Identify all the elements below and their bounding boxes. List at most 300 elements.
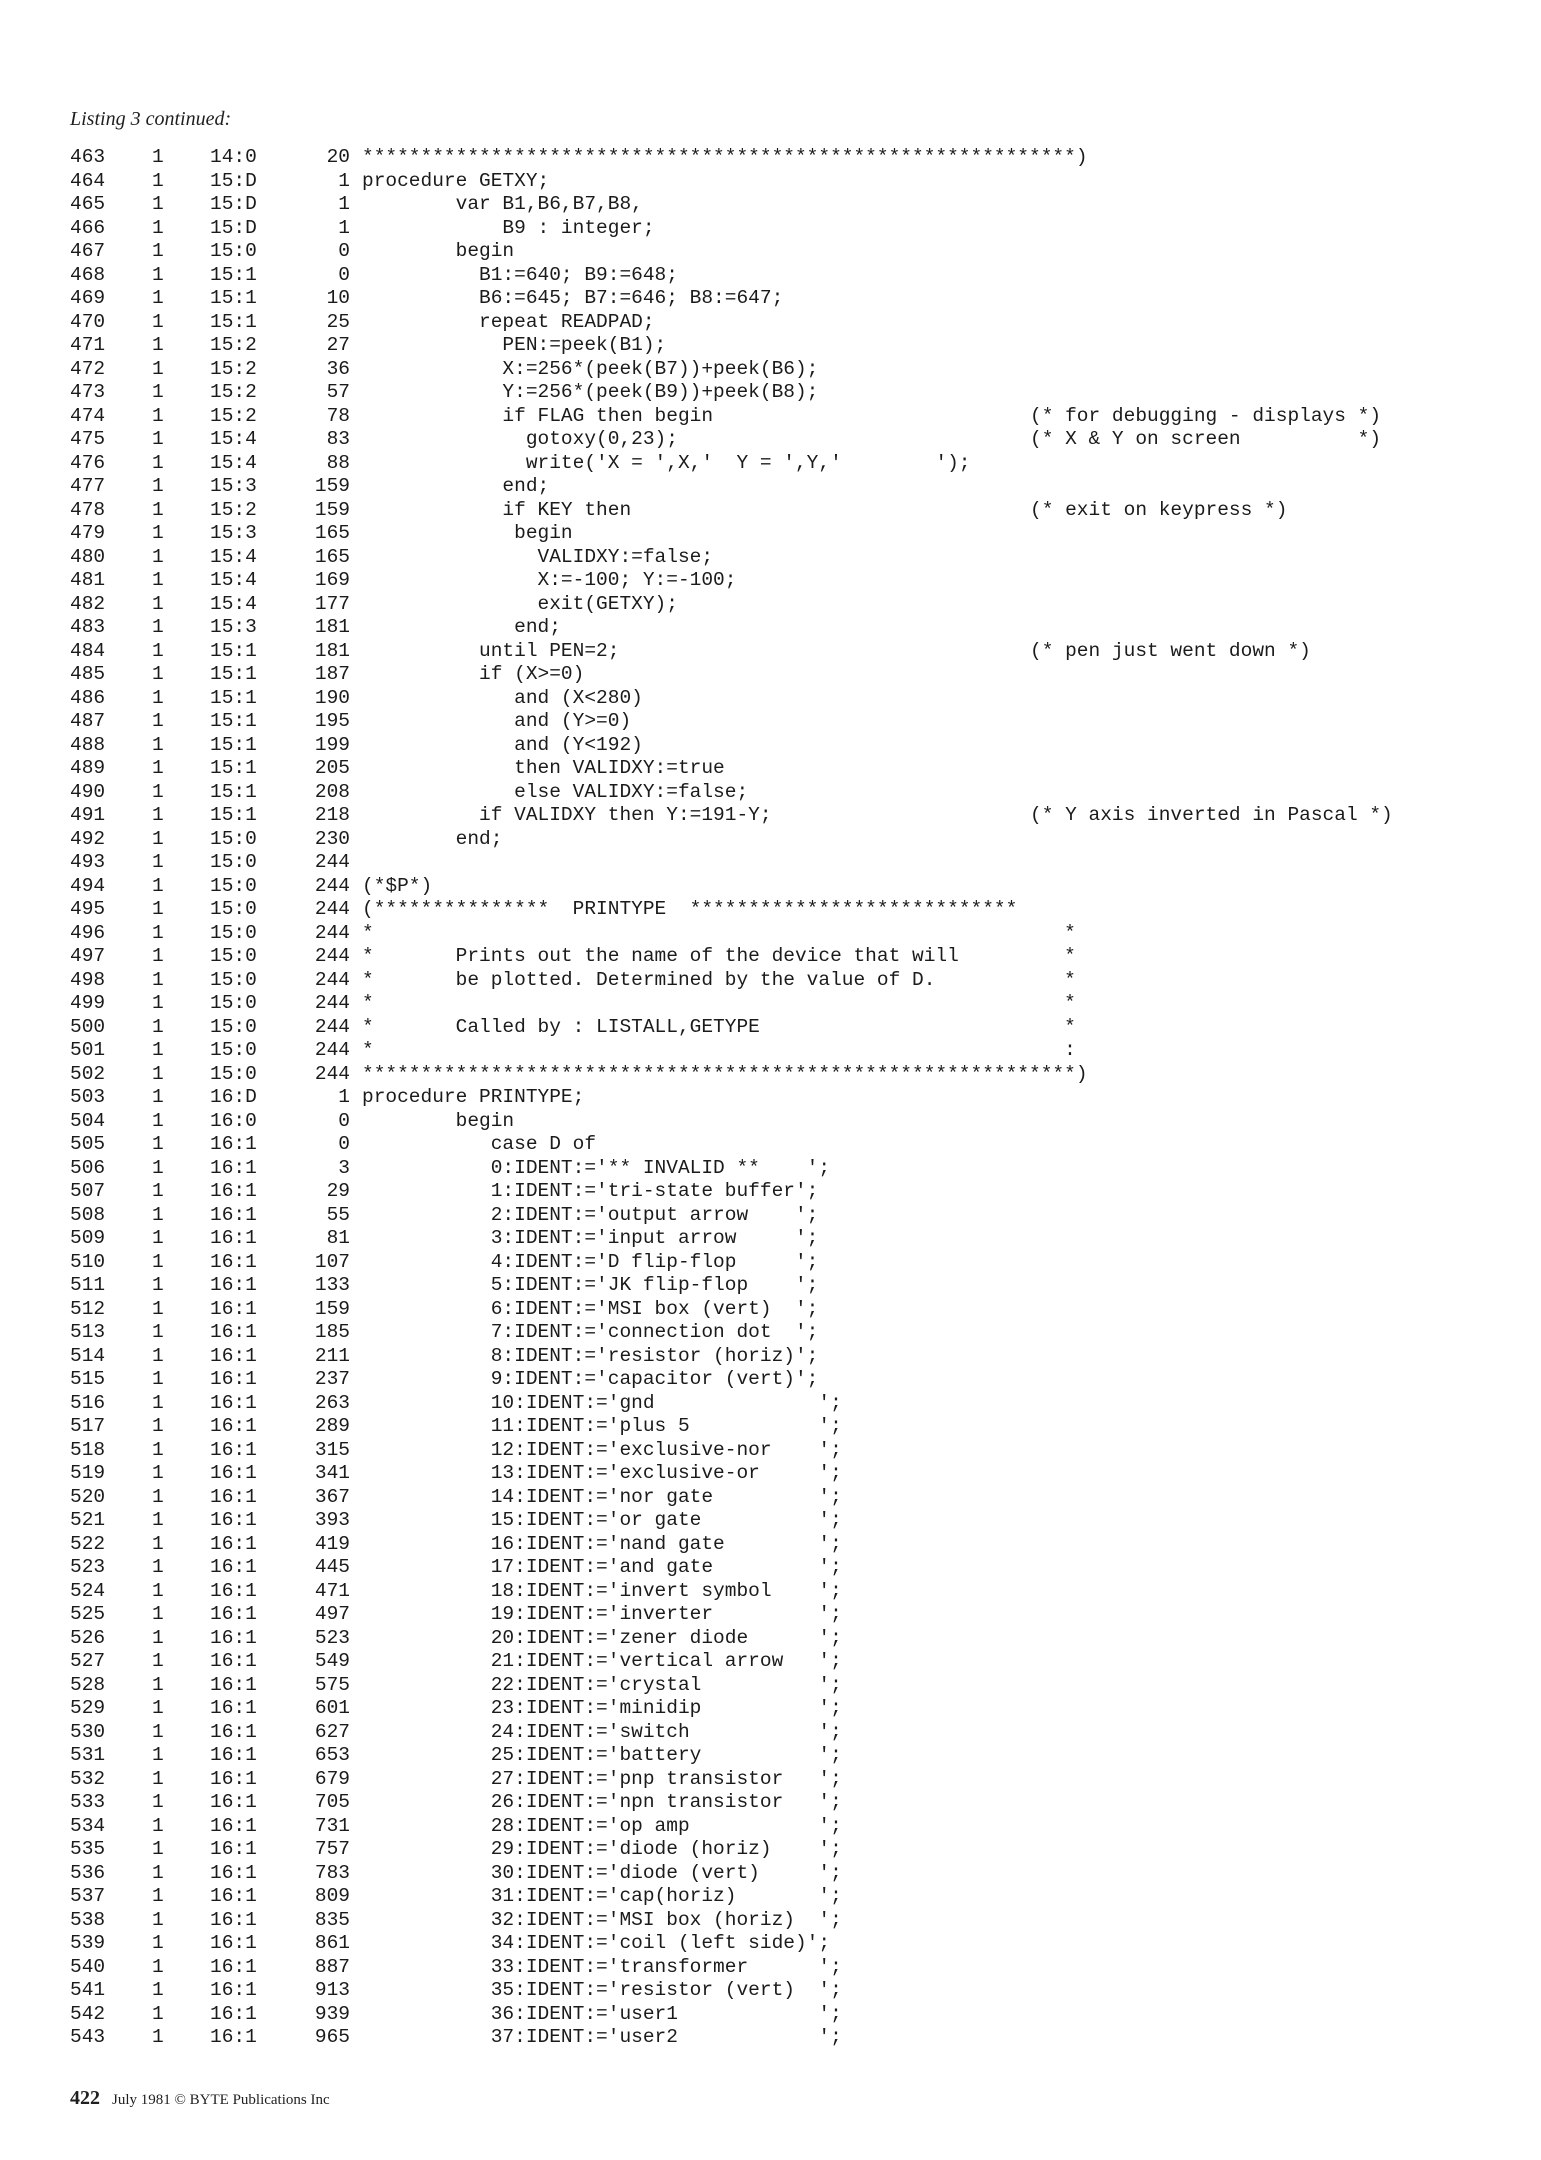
- procedure-level: 16:1: [210, 1297, 257, 1320]
- procedure-level: 16:1: [210, 1885, 257, 1907]
- listing-line: [0, 945, 1541, 969]
- code-offset: 913: [314, 1979, 350, 2001]
- code-offset: 244: [314, 968, 350, 991]
- source-code: 29:IDENT:='diode (horiz) ';: [362, 1838, 842, 1860]
- code-offset: 965: [314, 2026, 350, 2048]
- listing-line: [0, 804, 1541, 828]
- procedure-level: 15:0: [210, 1062, 257, 1085]
- source-code: * be plotted. Determined by the value of D. *: [362, 968, 1076, 991]
- line-number: 474: [70, 404, 106, 427]
- segment-number: 1: [152, 616, 164, 638]
- line-number: 519: [70, 1462, 106, 1484]
- line-number: 493: [70, 851, 106, 873]
- source-code: 34:IDENT:='coil (left side)';: [362, 1932, 831, 1954]
- listing-line: [0, 1650, 1541, 1674]
- code-offset: 1: [338, 216, 350, 239]
- line-number: 538: [70, 1908, 106, 1931]
- segment-number: 1: [152, 522, 164, 544]
- code-comment: (* exit on keypress *): [1030, 498, 1288, 521]
- procedure-level: 16:1: [210, 1415, 257, 1437]
- listing-line: [0, 522, 1541, 546]
- procedure-level: 16:1: [210, 1673, 257, 1696]
- listing-line: [0, 569, 1541, 593]
- source-code: and (Y<192): [362, 733, 643, 756]
- code-offset: 211: [314, 1344, 350, 1367]
- source-code: 35:IDENT:='resistor (vert) ';: [362, 1979, 842, 2001]
- source-code: 30:IDENT:='diode (vert) ';: [362, 1861, 842, 1884]
- line-number: 488: [70, 733, 106, 756]
- segment-number: 1: [152, 1344, 164, 1367]
- segment-number: 1: [152, 1462, 164, 1484]
- source-code: B6:=645; B7:=646; B8:=647;: [362, 287, 784, 309]
- source-code: PEN:=peek(B1);: [362, 334, 667, 356]
- segment-number: 1: [152, 968, 164, 991]
- line-number: 499: [70, 992, 106, 1014]
- listing-line: [0, 217, 1541, 241]
- line-number: 516: [70, 1391, 106, 1414]
- line-number: 495: [70, 898, 106, 920]
- source-code: var B1,B6,B7,B8,: [362, 193, 643, 215]
- listing-line: [0, 358, 1541, 382]
- segment-number: 1: [152, 804, 164, 826]
- segment-number: 1: [152, 1603, 164, 1625]
- segment-number: 1: [152, 1368, 164, 1390]
- code-offset: 244: [314, 1062, 350, 1085]
- code-offset: 653: [314, 1744, 350, 1766]
- listing-line: [0, 1039, 1541, 1063]
- source-code: 8:IDENT:='resistor (horiz)';: [362, 1344, 819, 1367]
- code-offset: 731: [314, 1814, 350, 1837]
- line-number: 512: [70, 1297, 106, 1320]
- code-offset: 835: [314, 1908, 350, 1931]
- segment-number: 1: [152, 2002, 164, 2025]
- listing-line: [0, 1509, 1541, 1533]
- segment-number: 1: [152, 1955, 164, 1978]
- listing-line: [0, 1439, 1541, 1463]
- line-number: 497: [70, 945, 106, 967]
- procedure-level: 16:1: [210, 1485, 257, 1508]
- source-code: 7:IDENT:='connection dot ';: [362, 1321, 819, 1343]
- code-offset: 244: [314, 851, 350, 873]
- listing-line: [0, 1909, 1541, 1933]
- code-offset: 177: [314, 592, 350, 615]
- procedure-level: 15:D: [210, 169, 257, 192]
- segment-number: 1: [152, 898, 164, 920]
- listing-line: [0, 2026, 1541, 2050]
- line-number: 494: [70, 874, 106, 897]
- source-code: 15:IDENT:='or gate ';: [362, 1509, 842, 1531]
- code-offset: 367: [314, 1485, 350, 1508]
- source-code: 17:IDENT:='and gate ';: [362, 1556, 842, 1578]
- listing-line: [0, 334, 1541, 358]
- procedure-level: 16:1: [210, 1955, 257, 1978]
- segment-number: 1: [152, 310, 164, 333]
- listing-line: [0, 1815, 1541, 1839]
- line-number: 473: [70, 381, 106, 403]
- procedure-level: 16:1: [210, 1203, 257, 1226]
- procedure-level: 15:2: [210, 381, 257, 403]
- code-offset: 244: [314, 1039, 350, 1061]
- segment-number: 1: [152, 757, 164, 779]
- source-code: 31:IDENT:='cap(horiz) ';: [362, 1885, 842, 1907]
- procedure-level: 15:0: [210, 945, 257, 967]
- procedure-level: 16:1: [210, 1462, 257, 1484]
- source-code: 2:IDENT:='output arrow ';: [362, 1203, 819, 1226]
- listing-line: [0, 193, 1541, 217]
- code-offset: 199: [314, 733, 350, 756]
- source-code: * *: [362, 921, 1076, 944]
- procedure-level: 15:4: [210, 569, 257, 591]
- procedure-level: 15:0: [210, 1015, 257, 1038]
- publication-info: July 1981 © BYTE Publications Inc: [112, 2092, 330, 2108]
- source-code: * :: [362, 1039, 1076, 1061]
- source-code: 1:IDENT:='tri-state buffer';: [362, 1180, 819, 1202]
- procedure-level: 15:1: [210, 310, 257, 333]
- procedure-level: 15:3: [210, 616, 257, 638]
- listing-line: [0, 1979, 1541, 2003]
- segment-number: 1: [152, 1227, 164, 1249]
- segment-number: 1: [152, 1838, 164, 1860]
- code-listing: [0, 146, 1541, 2050]
- source-code: * Called by : LISTALL,GETYPE *: [362, 1015, 1076, 1038]
- line-number: 510: [70, 1250, 106, 1273]
- code-offset: 861: [314, 1932, 350, 1954]
- listing-line: [0, 311, 1541, 335]
- procedure-level: 16:1: [210, 1344, 257, 1367]
- segment-number: 1: [152, 428, 164, 450]
- procedure-level: 15:4: [210, 428, 257, 450]
- procedure-level: 15:2: [210, 334, 257, 356]
- segment-number: 1: [152, 146, 164, 168]
- segment-number: 1: [152, 404, 164, 427]
- code-offset: 393: [314, 1509, 350, 1531]
- listing-line: [0, 734, 1541, 758]
- source-code: 5:IDENT:='JK flip-flop ';: [362, 1274, 819, 1296]
- line-number: 520: [70, 1485, 106, 1508]
- procedure-level: 16:1: [210, 1532, 257, 1555]
- procedure-level: 16:1: [210, 1227, 257, 1249]
- procedure-level: 16:1: [210, 2026, 257, 2048]
- procedure-level: 15:0: [210, 827, 257, 850]
- procedure-level: 15:0: [210, 874, 257, 897]
- line-number: 469: [70, 287, 106, 309]
- code-offset: 757: [314, 1838, 350, 1860]
- segment-number: 1: [152, 1697, 164, 1719]
- source-code: 4:IDENT:='D flip-flop ';: [362, 1250, 819, 1273]
- code-offset: 29: [326, 1180, 350, 1202]
- code-comment: (* for debugging - displays *): [1030, 404, 1382, 427]
- line-number: 485: [70, 663, 106, 685]
- line-number: 542: [70, 2002, 106, 2025]
- segment-number: 1: [152, 1485, 164, 1508]
- line-number: 518: [70, 1438, 106, 1461]
- procedure-level: 15:1: [210, 710, 257, 732]
- line-number: 491: [70, 804, 106, 826]
- code-offset: 83: [326, 428, 350, 450]
- segment-number: 1: [152, 451, 164, 474]
- line-number: 517: [70, 1415, 106, 1437]
- code-offset: 244: [314, 898, 350, 920]
- line-number: 490: [70, 780, 106, 803]
- listing-line: [0, 1580, 1541, 1604]
- code-offset: 445: [314, 1556, 350, 1578]
- procedure-level: 15:4: [210, 451, 257, 474]
- procedure-level: 16:1: [210, 1814, 257, 1837]
- listing-line: [0, 593, 1541, 617]
- procedure-level: 16:1: [210, 1697, 257, 1719]
- line-number: 507: [70, 1180, 106, 1202]
- procedure-level: 16:1: [210, 1861, 257, 1884]
- listing-line: [0, 1321, 1541, 1345]
- line-number: 533: [70, 1791, 106, 1813]
- procedure-level: 16:1: [210, 1391, 257, 1414]
- code-offset: 1: [338, 193, 350, 215]
- listing-line: [0, 405, 1541, 429]
- code-offset: 523: [314, 1626, 350, 1649]
- procedure-level: 15:4: [210, 592, 257, 615]
- code-offset: 244: [314, 945, 350, 967]
- code-offset: 78: [326, 404, 350, 427]
- segment-number: 1: [152, 287, 164, 309]
- listing-line: [0, 687, 1541, 711]
- code-offset: 36: [326, 357, 350, 380]
- line-number: 479: [70, 522, 106, 544]
- segment-number: 1: [152, 1744, 164, 1766]
- segment-number: 1: [152, 1509, 164, 1531]
- procedure-level: 15:0: [210, 968, 257, 991]
- listing-line: [0, 1697, 1541, 1721]
- segment-number: 1: [152, 686, 164, 709]
- segment-number: 1: [152, 498, 164, 521]
- source-code: 24:IDENT:='switch ';: [362, 1720, 842, 1743]
- procedure-level: 16:1: [210, 2002, 257, 2025]
- source-code: if (X>=0): [362, 663, 585, 685]
- procedure-level: 16:0: [210, 1109, 257, 1132]
- code-offset: 0: [338, 240, 350, 262]
- listing-line: [0, 663, 1541, 687]
- line-number: 496: [70, 921, 106, 944]
- segment-number: 1: [152, 921, 164, 944]
- code-offset: 107: [314, 1250, 350, 1273]
- listing-line: [0, 1533, 1541, 1557]
- code-offset: 0: [338, 263, 350, 286]
- segment-number: 1: [152, 992, 164, 1014]
- code-comment: (* Y axis inverted in Pascal *): [1030, 804, 1393, 826]
- segment-number: 1: [152, 1579, 164, 1602]
- source-code: * Prints out the name of the device that will *: [362, 945, 1076, 967]
- source-code: *************************************************************): [362, 146, 1088, 168]
- segment-number: 1: [152, 1250, 164, 1273]
- listing-line: [0, 1768, 1541, 1792]
- source-code: 20:IDENT:='zener diode ';: [362, 1626, 842, 1649]
- source-code: 25:IDENT:='battery ';: [362, 1744, 842, 1766]
- code-offset: 939: [314, 2002, 350, 2025]
- procedure-level: 15:1: [210, 757, 257, 779]
- segment-number: 1: [152, 1180, 164, 1202]
- segment-number: 1: [152, 545, 164, 568]
- source-code: 13:IDENT:='exclusive-or ';: [362, 1462, 842, 1484]
- line-number: 527: [70, 1650, 106, 1672]
- code-comment: (* X & Y on screen *): [1030, 428, 1382, 450]
- page-footer: [70, 2087, 330, 2110]
- listing-line: [0, 1157, 1541, 1181]
- line-number: 504: [70, 1109, 106, 1132]
- listing-line: [0, 1086, 1541, 1110]
- source-code: begin: [362, 522, 573, 544]
- line-number: 522: [70, 1532, 106, 1555]
- listing-line: [0, 1251, 1541, 1275]
- source-code: if VALIDXY then Y:=191-Y;: [362, 804, 772, 826]
- source-code: end;: [362, 616, 561, 638]
- code-offset: 1: [338, 169, 350, 192]
- line-number: 500: [70, 1015, 106, 1038]
- segment-number: 1: [152, 1673, 164, 1696]
- source-code: VALIDXY:=false;: [362, 545, 714, 568]
- code-offset: 315: [314, 1438, 350, 1461]
- procedure-level: 15:D: [210, 193, 257, 215]
- code-offset: 25: [326, 310, 350, 333]
- procedure-level: 15:1: [210, 733, 257, 756]
- listing-line: [0, 499, 1541, 523]
- code-offset: 55: [326, 1203, 350, 1226]
- source-code: then VALIDXY:=true: [362, 757, 725, 779]
- line-number: 540: [70, 1955, 106, 1978]
- code-offset: 185: [314, 1321, 350, 1343]
- listing-line: [0, 428, 1541, 452]
- segment-number: 1: [152, 1908, 164, 1931]
- source-code: 23:IDENT:='minidip ';: [362, 1697, 842, 1719]
- procedure-level: 15:1: [210, 804, 257, 826]
- line-number: 508: [70, 1203, 106, 1226]
- line-number: 525: [70, 1603, 106, 1625]
- listing-line: [0, 1462, 1541, 1486]
- code-offset: 190: [314, 686, 350, 709]
- code-offset: 230: [314, 827, 350, 850]
- listing-line: [0, 1016, 1541, 1040]
- source-code: begin: [362, 240, 515, 262]
- code-offset: 20: [326, 146, 350, 168]
- listing-line: [0, 616, 1541, 640]
- listing-line: [0, 170, 1541, 194]
- procedure-level: 16:1: [210, 1133, 257, 1155]
- line-number: 541: [70, 1979, 106, 2001]
- code-offset: 27: [326, 334, 350, 356]
- code-offset: 159: [314, 1297, 350, 1320]
- code-offset: 679: [314, 1767, 350, 1790]
- listing-line: [0, 381, 1541, 405]
- procedure-level: 15:1: [210, 780, 257, 803]
- line-number: 470: [70, 310, 106, 333]
- listing-line: [0, 1110, 1541, 1134]
- segment-number: 1: [152, 1767, 164, 1790]
- line-number: 543: [70, 2026, 106, 2048]
- segment-number: 1: [152, 1297, 164, 1320]
- listing-line: [0, 757, 1541, 781]
- procedure-level: 16:1: [210, 1720, 257, 1743]
- listing-line: [0, 1862, 1541, 1886]
- segment-number: 1: [152, 1062, 164, 1085]
- line-number: 536: [70, 1861, 106, 1884]
- code-offset: 497: [314, 1603, 350, 1625]
- code-offset: 549: [314, 1650, 350, 1672]
- procedure-level: 16:D: [210, 1086, 257, 1108]
- listing-line: [0, 1603, 1541, 1627]
- line-number: 539: [70, 1932, 106, 1954]
- line-number: 465: [70, 193, 106, 215]
- code-offset: 783: [314, 1861, 350, 1884]
- source-code: gotoxy(0,23);: [362, 428, 678, 450]
- procedure-level: 16:1: [210, 1180, 257, 1202]
- code-offset: 187: [314, 663, 350, 685]
- source-code: else VALIDXY:=false;: [362, 780, 749, 803]
- segment-number: 1: [152, 1814, 164, 1837]
- source-code: procedure PRINTYPE;: [362, 1086, 585, 1108]
- listing-line: [0, 1627, 1541, 1651]
- source-code: (*$P*): [362, 874, 433, 897]
- code-offset: 88: [326, 451, 350, 474]
- line-number: 532: [70, 1767, 106, 1790]
- source-code: 14:IDENT:='nor gate ';: [362, 1485, 842, 1508]
- segment-number: 1: [152, 1321, 164, 1343]
- segment-number: 1: [152, 569, 164, 591]
- source-code: until PEN=2;: [362, 639, 620, 662]
- segment-number: 1: [152, 334, 164, 356]
- code-offset: 244: [314, 1015, 350, 1038]
- listing-heading: Listing 3 continued:: [70, 108, 232, 130]
- source-code: 33:IDENT:='transformer ';: [362, 1955, 842, 1978]
- line-number: 498: [70, 968, 106, 991]
- segment-number: 1: [152, 381, 164, 403]
- code-offset: 208: [314, 780, 350, 803]
- listing-line: [0, 2003, 1541, 2027]
- procedure-level: 16:1: [210, 1744, 257, 1766]
- line-number: 483: [70, 616, 106, 638]
- listing-line: [0, 146, 1541, 170]
- code-offset: 419: [314, 1532, 350, 1555]
- line-number: 509: [70, 1227, 106, 1249]
- segment-number: 1: [152, 592, 164, 615]
- source-code: 21:IDENT:='vertical arrow ';: [362, 1650, 842, 1672]
- code-offset: 244: [314, 921, 350, 944]
- line-number: 467: [70, 240, 106, 262]
- segment-number: 1: [152, 1039, 164, 1061]
- procedure-level: 15:2: [210, 404, 257, 427]
- source-code: *************************************************************): [362, 1062, 1088, 1085]
- segment-number: 1: [152, 1438, 164, 1461]
- code-offset: 81: [326, 1227, 350, 1249]
- procedure-level: 16:1: [210, 1509, 257, 1531]
- source-code: write('X = ',X,' Y = ',Y,' ');: [362, 451, 971, 474]
- line-number: 481: [70, 569, 106, 591]
- line-number: 477: [70, 475, 106, 497]
- listing-line: [0, 992, 1541, 1016]
- source-code: 0:IDENT:='** INVALID ** ';: [362, 1156, 831, 1179]
- source-code: and (Y>=0): [362, 710, 632, 732]
- listing-line: [0, 875, 1541, 899]
- segment-number: 1: [152, 1015, 164, 1038]
- listing-line: [0, 1133, 1541, 1157]
- segment-number: 1: [152, 1932, 164, 1954]
- segment-number: 1: [152, 780, 164, 803]
- line-number: 486: [70, 686, 106, 709]
- source-code: if FLAG then begin: [362, 404, 714, 427]
- procedure-level: 15:1: [210, 686, 257, 709]
- procedure-level: 16:1: [210, 1438, 257, 1461]
- source-code: 9:IDENT:='capacitor (vert)';: [362, 1368, 819, 1390]
- listing-line: [0, 781, 1541, 805]
- code-offset: 57: [326, 381, 350, 403]
- procedure-level: 15:0: [210, 921, 257, 944]
